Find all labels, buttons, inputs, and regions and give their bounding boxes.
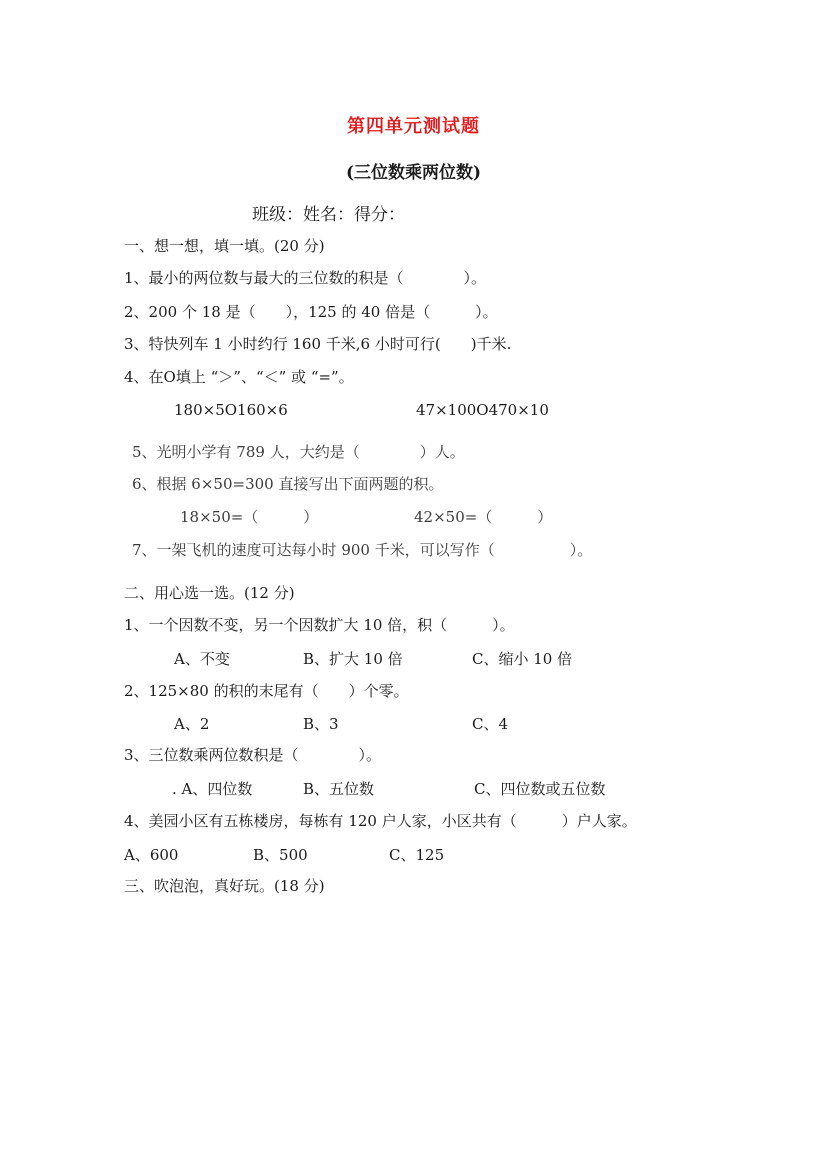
student-info-line: 班级：姓名：得分： — [252, 205, 405, 225]
section1-question-3: 3、特快列车 1 小时约行 160 千米,6 小时可行( )千米. — [124, 335, 512, 353]
section2-q1-option-b: B、扩大 10 倍 — [303, 650, 403, 668]
section2-question-3: 3、三位数乘两位数积是（ ）。 — [124, 746, 382, 764]
section1-question-6: 6、根据 6×50=300 直接写出下面两题的积。 — [132, 475, 444, 493]
section2-q3-option-b: B、五位数 — [303, 780, 375, 798]
section2-q4-option-a: A、600 — [124, 846, 179, 864]
section2-q1-option-a: A、不变 — [174, 650, 230, 668]
section2-q1-option-c: C、缩小 10 倍 — [472, 650, 573, 668]
section2-question-1: 1、一个因数不变，另一个因数扩大 10 倍，积（ ）。 — [124, 616, 515, 634]
section3-heading: 三、吹泡泡，真好玩。(18 分) — [124, 877, 325, 895]
section2-q4-option-b: B、500 — [253, 846, 308, 864]
section2-q2-option-a: A、2 — [174, 715, 210, 733]
section2-q2-option-b: B、3 — [303, 715, 339, 733]
section2-heading: 二、用心选一选。(12 分) — [124, 584, 295, 602]
section2-q4-option-c: C、125 — [389, 846, 445, 864]
page-title: 第四单元测试题 — [347, 116, 480, 137]
section2-question-4: 4、美园小区有五栋楼房，每栋有 120 户人家，小区共有（ ）户人家。 — [124, 812, 637, 830]
section2-q2-option-c: C、4 — [472, 715, 509, 733]
section1-question-4: 4、在O填上 “＞”、“＜” 或 “=”。 — [124, 368, 354, 386]
section1-question-4b: 47×100O470×10 — [416, 401, 549, 419]
section1-question-4a: 180×5O160×6 — [174, 401, 288, 419]
section1-heading: 一、想一想，填一填。(20 分) — [124, 237, 325, 255]
section2-q3-option-c: C、四位数或五位数 — [474, 780, 606, 798]
section2-question-2: 2、125×80 的积的末尾有（ ）个零。 — [124, 682, 409, 700]
section1-question-1: 1、最小的两位数与最大的三位数的积是（ ）。 — [124, 269, 487, 287]
section1-question-2: 2、200 个 18 是（ ），125 的 40 倍是（ ）。 — [124, 303, 498, 321]
section2-q3-option-a: . A、四位数 — [172, 780, 253, 798]
section1-question-5: 5、光明小学有 789 人，大约是（ ）人。 — [132, 443, 465, 461]
section1-question-6a: 18×50=（ ） — [180, 508, 319, 526]
section1-question-6b: 42×50=（ ） — [414, 508, 553, 526]
section1-question-7: 7、一架飞机的速度可达每小时 900 千米，可以写作（ ）。 — [132, 541, 593, 559]
page-subtitle: (三位数乘两位数) — [345, 163, 482, 183]
